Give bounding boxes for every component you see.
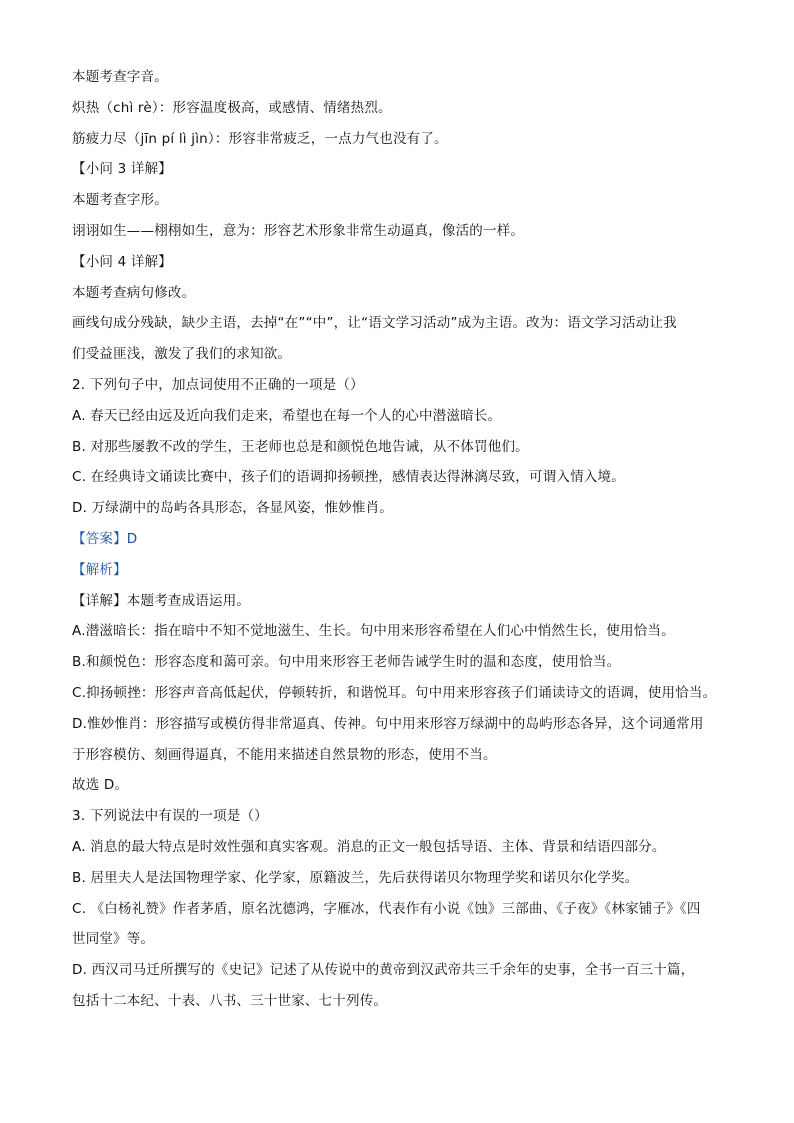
text-line: 本题考查字音。 <box>72 69 168 85</box>
section-heading: 【小问 3 详解】 <box>72 161 172 178</box>
question-title: 3. 下列说法中有误的一项是（） <box>72 808 268 825</box>
text-line: 炽热（chì rè）：形容温度极高，或感情、情绪热烈。 <box>72 99 392 116</box>
question-title: 2. 下列句子中，加点词使用不正确的一项是（） <box>72 376 364 393</box>
option-b: B. 居里夫人是法国物理学家、化学家，原籍波兰，先后获得诺贝尔物理学奖和诺贝尔化学奖。 <box>72 869 639 886</box>
document-page <box>72 62 732 1017</box>
answer-label: 【答案】D <box>72 530 138 547</box>
option-d: D. 西汉司马迁所撰写的《史记》记述了从传说中的黄帝到汉武帝共三千余年的史事，全书一百三十篇， <box>72 962 695 979</box>
text-line: D.惟妙惟肖：形容描写或模仿得非常逼真、传神。句中用来形容万绿湖中的岛屿形态各异，这个词通常用 <box>72 715 704 732</box>
option-b: B. 对那些屡教不改的学生，王老师也总是和颜悦色地告诫，从不体罚他们。 <box>72 438 529 455</box>
option-c: C. 在经典诗文诵读比赛中，孩子们的语调抑扬顿挫，感情表达得淋漓尽致，可谓入情入境。 <box>72 469 625 486</box>
text-line: 于形容模仿、刻画得逼真，不能用来描述自然景物的形态，使用不当。 <box>72 746 497 763</box>
analysis-label: 【解析】 <box>72 561 127 578</box>
text-line: A.潜滋暗长：指在暗中不知不觉地滋生、生长。句中用来形容希望在人们心中悄然生长，使用恰当。 <box>72 623 675 640</box>
text-line: 本题考查病句修改。 <box>72 284 196 301</box>
option-d: D. 万绿湖中的岛屿各具形态，各显风姿，惟妙惟肖。 <box>72 500 393 517</box>
text-line: B.和颜悦色：形容态度和蔼可亲。句中用来形容王老师告诫学生时的温和态度，使用恰当。 <box>72 654 621 671</box>
option-a: A. 消息的最大特点是时效性强和真实客观。消息的正文一般包括导语、主体、背景和结语四部分。 <box>72 838 666 855</box>
text-line: 们受益匪浅，激发了我们的求知欲。 <box>72 346 292 363</box>
text-line: 本题考查字形。 <box>72 192 168 209</box>
text-line: 诩诩如生——栩栩如生，意为：形容艺术形象非常生动逼真，像活的一样。 <box>72 222 525 239</box>
text-line: C.抑扬顿挫：形容声音高低起伏，停顿转折，和谐悦耳。句中用来形容孩子们诵读诗文的语调，使用恰当。 <box>72 684 717 701</box>
option-d-continued: 包括十二本纪、十表、八书、三十世家、七十列传。 <box>72 992 388 1009</box>
text-line: 筋疲力尽（jīn pí lì jìn）：形容非常疲乏，一点力气也没有了。 <box>72 130 448 147</box>
text-line: 画线句成分残缺，缺少主语，去掉“在”“中”，让“语文学习活动”成为主语。改为：语文学习活动让我 <box>72 315 677 332</box>
text-line: 故选 D。 <box>72 777 129 794</box>
detail-heading: 【详解】本题考查成语运用。 <box>72 592 251 609</box>
option-c: C. 《白杨礼赞》作者茅盾，原名沈德鸿，字雁冰，代表作有小说《蚀》三部曲、《子夜》《林家铺子》《四 <box>72 900 701 917</box>
option-c-continued: 世同堂》等。 <box>72 931 155 948</box>
option-a: A. 春天已经由远及近向我们走来，希望也在每一个人的心中潜滋暗长。 <box>72 407 502 424</box>
section-heading: 【小问 4 详解】 <box>72 253 172 270</box>
